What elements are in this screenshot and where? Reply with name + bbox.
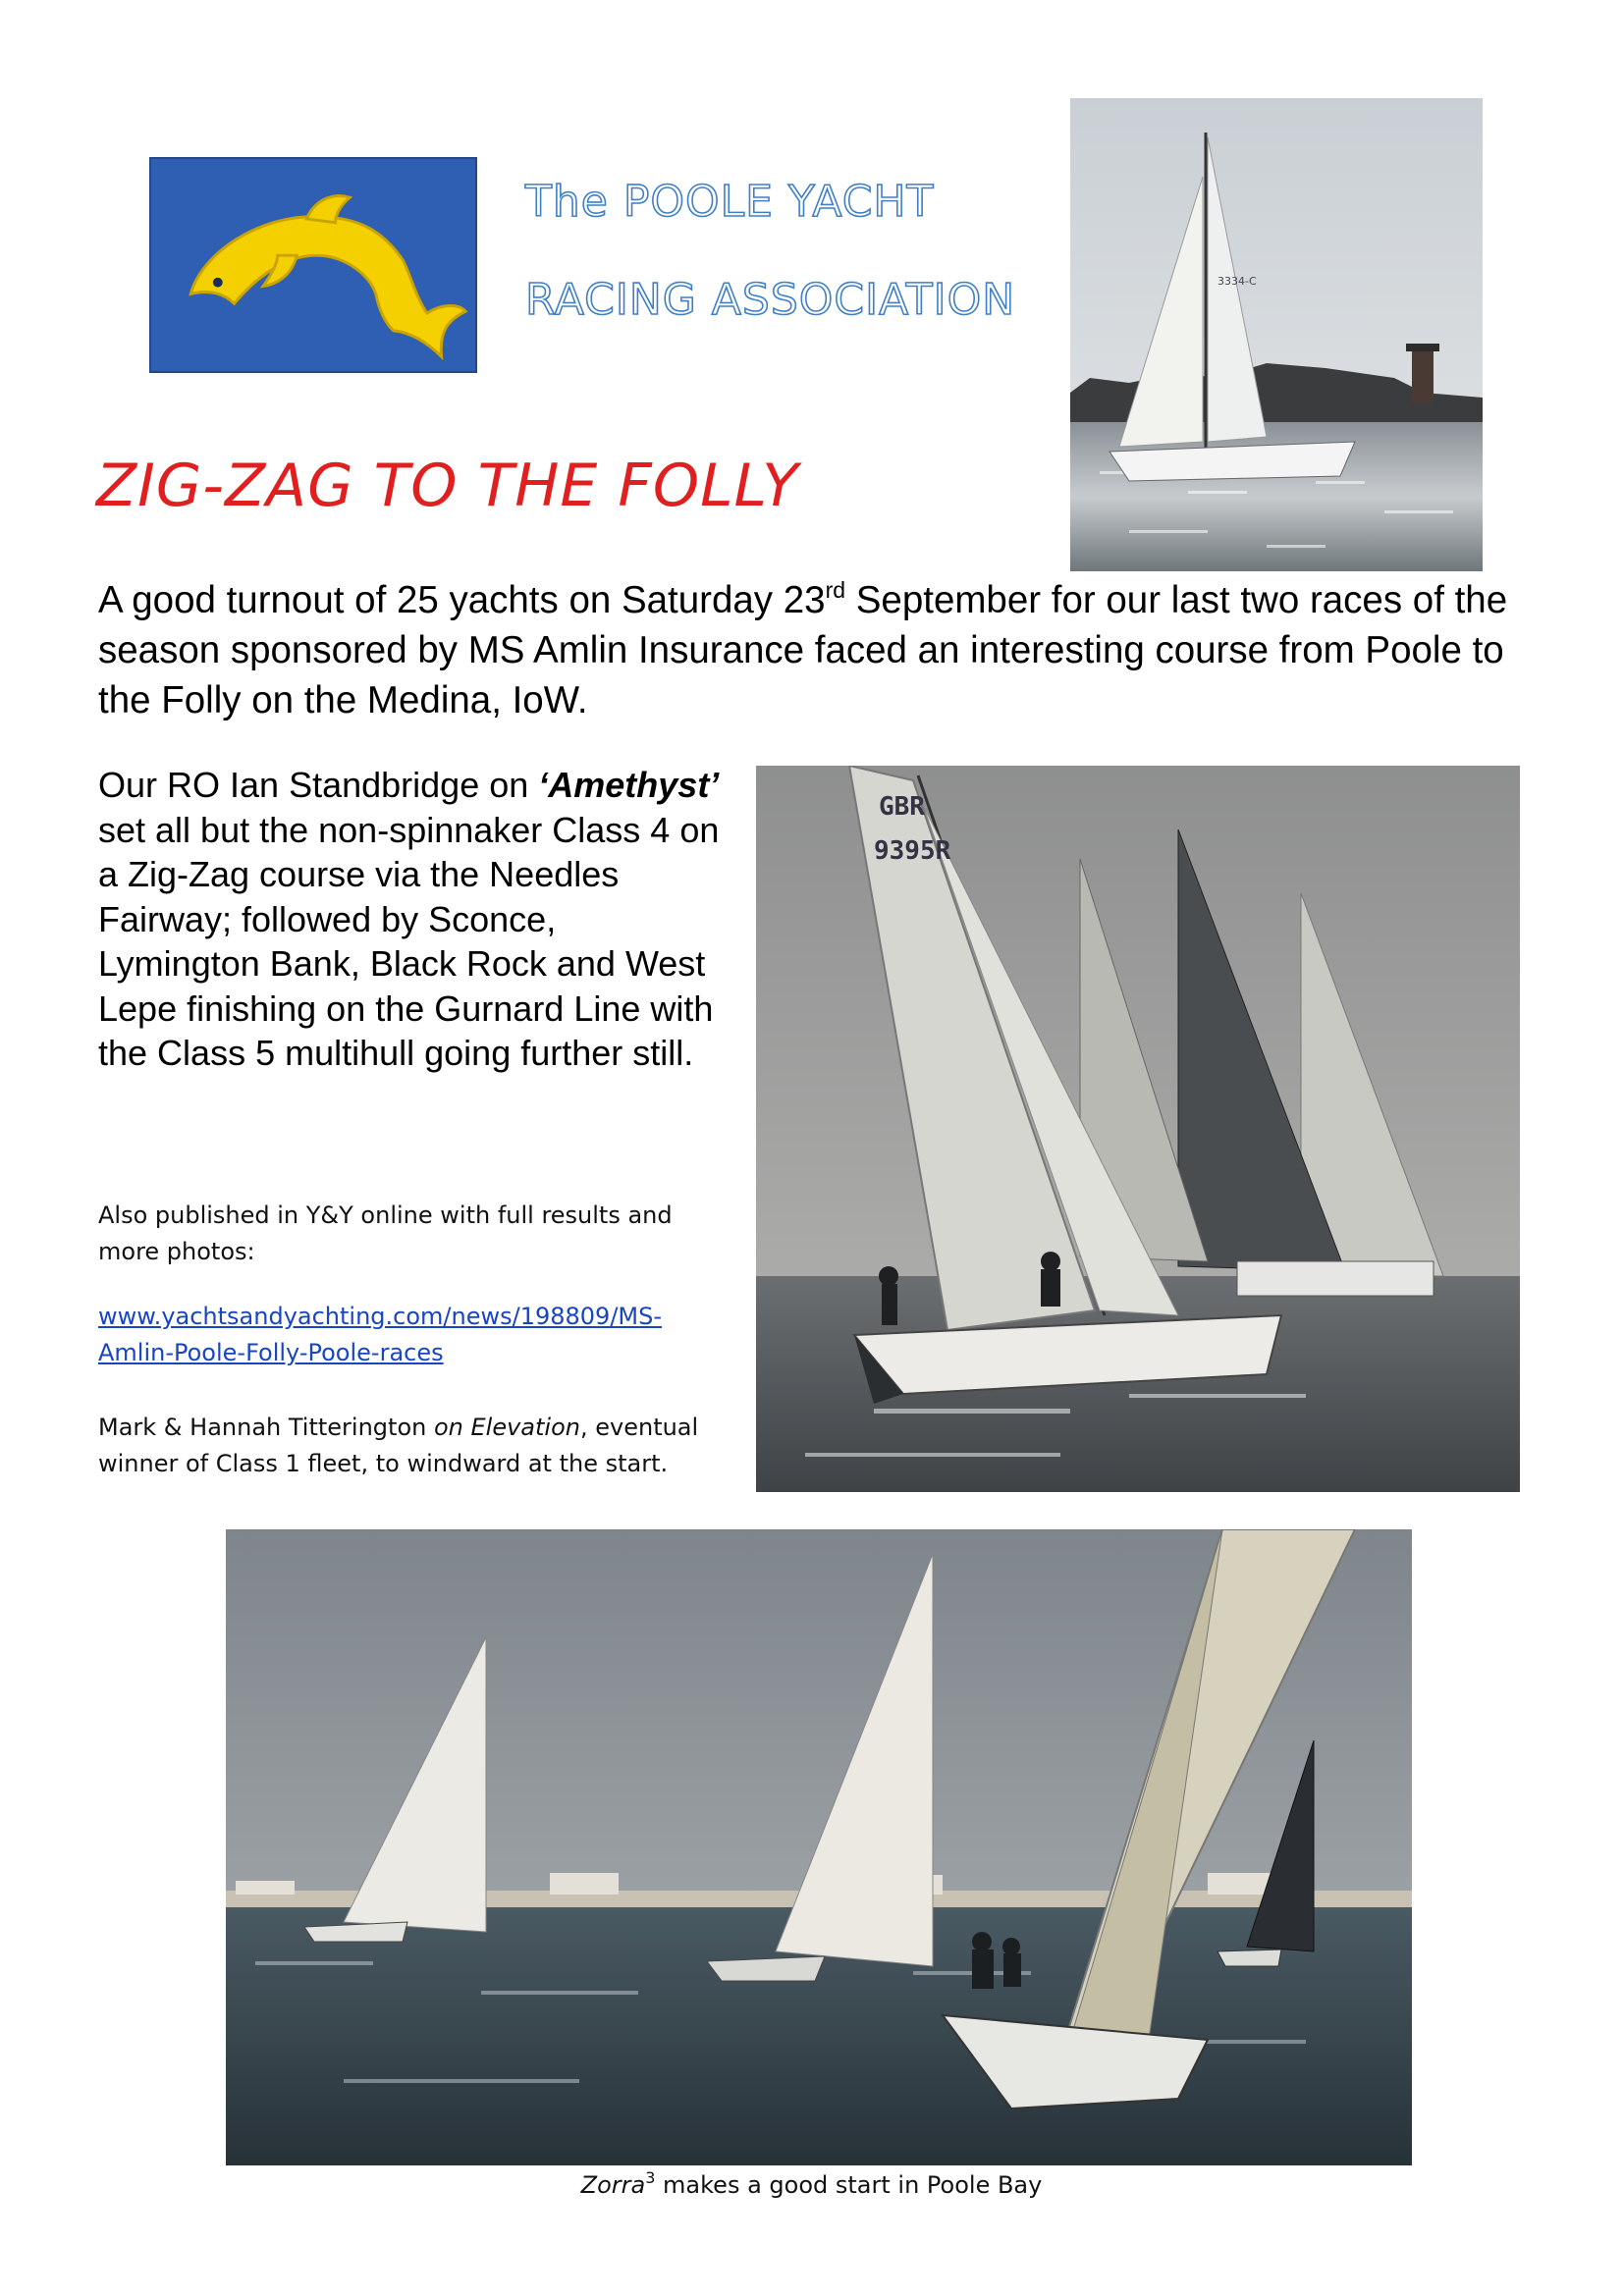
photo-fleet-start: [756, 766, 1520, 1492]
article-link[interactable]: [98, 1299, 727, 1371]
intro-sup: rd: [825, 577, 846, 603]
caption-names: Mark & Hannah Titterington: [98, 1414, 434, 1441]
dolphin-icon: [151, 159, 475, 371]
intro-text-1: A good turnout of 25 yachts on Saturday 23: [98, 579, 826, 621]
body-text-2: set all but the non-spinnaker Class 4 on a Zig-Zag course via the Needles Fairway; followed by Sconce, Lymington Bank, Black Rock and West Lepe finishing on the Gurnard Line with the Class 5 multihull going further still.: [98, 809, 720, 1073]
intro-paragraph: [98, 575, 1522, 725]
intro-text-2: September for our last two races of the season sponsored by MS Amlin Insurance faced an interesting course from Poole to the Folly on the Medina, IoW.: [98, 579, 1508, 721]
caption-bot-boat: Zorra: [580, 2171, 646, 2199]
caption-boat: on Elevation: [433, 1414, 580, 1441]
link-line2[interactable]: Amlin-Poole-Folly-Poole-races: [98, 1339, 444, 1366]
caption-bot-sup: 3: [645, 2168, 656, 2187]
photo-caption-bay: [0, 2167, 1623, 2204]
also-published-note: Also published in Y&Y online with full results and more photos:: [98, 1201, 673, 1265]
article-title: ZIG-ZAG TO THE FOLLY: [96, 452, 799, 520]
sail-number-mid-1: GBR: [879, 792, 925, 822]
sail-number-top: 3334-C: [1217, 275, 1257, 288]
org-name-line2: RACING ASSOCIATION: [525, 275, 1016, 325]
boat-name: ‘Amethyst’: [538, 765, 720, 805]
sail-number-mid-2: 9395R: [874, 836, 951, 866]
photo-caption-start: [98, 1410, 766, 1482]
caption-rest: , eventual winner of Class 1 fleet, to windward at the start.: [98, 1414, 699, 1477]
link-line1[interactable]: www.yachtsandyachting.com/news/198809/MS-: [98, 1303, 663, 1330]
photo-yacht-lighthouse: [1070, 98, 1483, 571]
body-text-1: Our RO Ian Standbridge on: [98, 765, 539, 805]
photo-zorra-start: [226, 1529, 1412, 2165]
club-logo: [149, 157, 477, 373]
org-name-line1: The POOLE YACHT: [525, 177, 935, 227]
course-paragraph: [98, 763, 727, 1076]
caption-bot-rest: makes a good start in Poole Bay: [655, 2171, 1043, 2199]
